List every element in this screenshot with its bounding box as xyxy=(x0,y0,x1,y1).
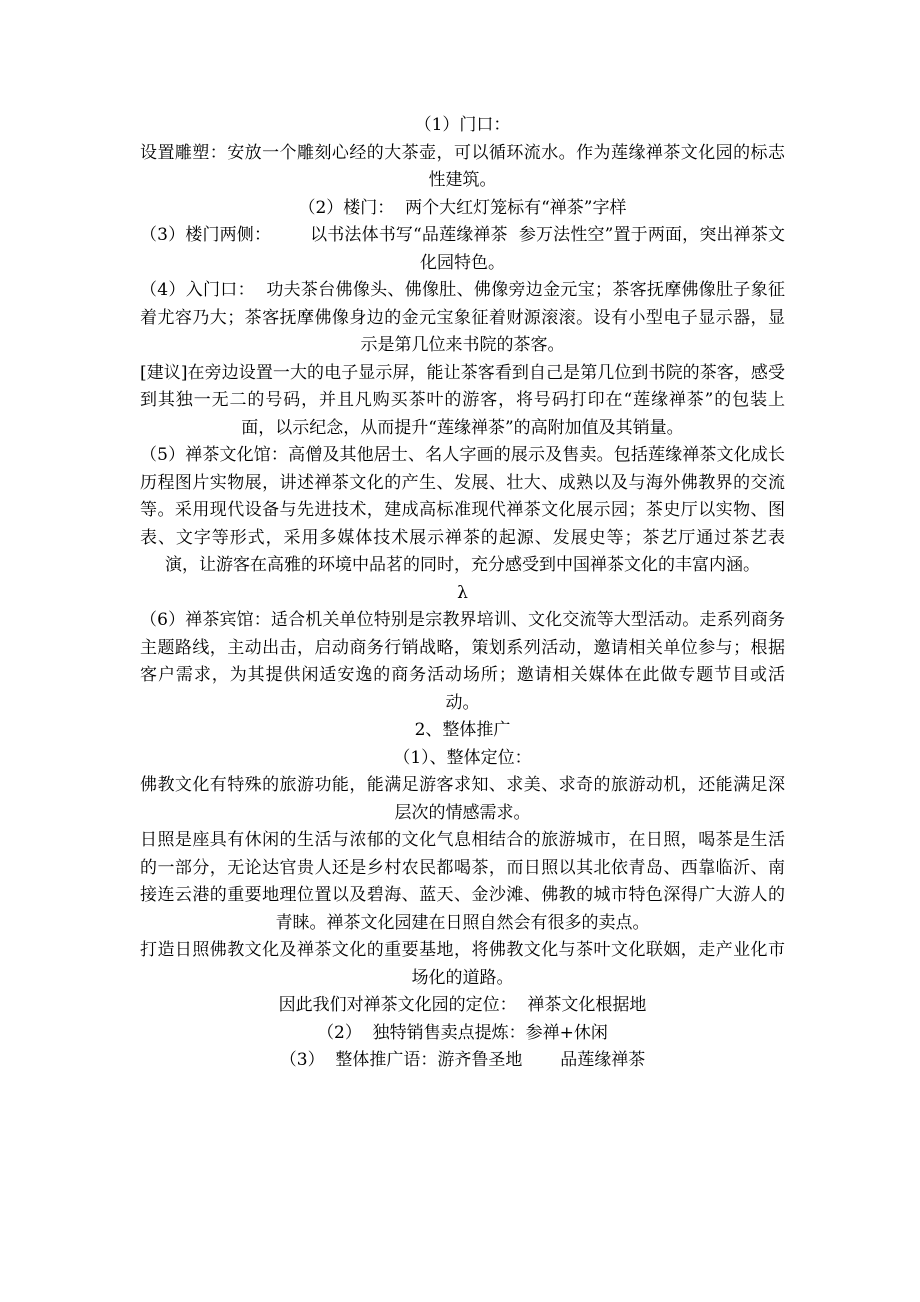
paragraph-gate-sides: （3）楼门两侧： 以书法体书写“品莲缘禅茶 参万法性空”置于两面，突出禅茶文化园特色。 xyxy=(140,225,785,273)
paragraph-entrance: （4）入门口： 功夫茶台佛像头、佛像肚、佛像旁边金元宝；茶客抚摩佛像肚子象征着尤容乃大；茶客抚摩佛像身边的金元宝象征着财源滚滚。设有小型电子显示器，显示是第几位来书院的茶客。 xyxy=(140,280,785,355)
section-heading-positioning: （1）、整体定位： xyxy=(393,747,532,768)
section-heading-building-gate: （2）楼门： 两个大红灯笼标有“禅茶”字样 xyxy=(298,197,627,218)
paragraph-culture-hall: （5）禅茶文化馆：高僧及其他居士、名人字画的展示及售卖。包括莲缘禅茶文化成长历程图片实物展，讲述禅茶文化的产生、发展、壮大、成熟以及与海外佛教界的交流等。采用现代设备与先进技术，建成高标准现代禅茶文化展示园；茶史厅以实物、图表、文字等形式，采用多媒体技术展示禅茶的起源、发展史等；茶艺厅通过茶艺表演，让游客在高雅的环境中品茗的同时，充分感受到中国禅茶文化的丰富内涵。 xyxy=(140,445,785,575)
lambda-symbol: λ xyxy=(457,582,468,603)
paragraph-hotel: （6）禅茶宾馆：适合机关单位特别是宗教界培训、文化交流等大型活动。走系列商务主题路线，主动出击，启动商务行销战略，策划系列活动，邀请相关单位参与；根据客户需求，为其提供闲适安逸的商务活动场所；邀请相关媒体在此做专题节目或活动。 xyxy=(140,610,785,713)
section-heading-gate: （1）门口： xyxy=(414,115,511,135)
document-body xyxy=(140,112,785,1075)
paragraph-sculpture: 设置雕塑：安放一个雕刻心经的大茶壶，可以循环流水。作为莲缘禅茶文化园的标志性建筑。 xyxy=(140,142,785,190)
paragraph-base: 打造日照佛教文化及禅茶文化的重要基地，将佛教文化与茶叶文化联姻，走产业化市场化的道路。 xyxy=(140,940,785,988)
paragraph-buddhist-tourism: 佛教文化有特殊的旅游功能，能满足游客求知、求美、求奇的旅游动机，还能满足深层次的情感需求。 xyxy=(140,775,785,823)
paragraph-selling-point: （2） 独特销售卖点提炼：参禅+休闲 xyxy=(317,1022,608,1043)
paragraph-positioning-statement: 因此我们对禅茶文化园的定位： 禅茶文化根据地 xyxy=(278,995,647,1015)
paragraph-rizhao: 日照是座具有休闲的生活与浓郁的文化气息相结合的旅游城市，在日照，喝茶是生活的一部分，无论达官贵人还是乡村农民都喝茶，而日照以其北依青岛、西靠临沂、南接连云港的重要地理位置以及碧海、蓝天、金沙滩、佛教的城市特色深得广大游人的青睐。禅茶文化园建在日照自然会有很多的卖点。 xyxy=(140,830,785,933)
paragraph-suggestion: [建议]在旁边设置一大的电子显示屏，能让茶客看到自己是第几位到书院的茶客，感受到其独一无二的号码，并且凡购买茶叶的游客，将号码打印在“莲缘禅茶”的包装上面，以示纪念，从而提升“莲缘禅茶”的高附加值及其销量。 xyxy=(140,362,785,438)
section-heading-promotion: 2、整体推广 xyxy=(414,720,511,740)
paragraph-slogan: （3） 整体推广语：游齐鲁圣地 品莲缘禅茶 xyxy=(279,1050,646,1070)
